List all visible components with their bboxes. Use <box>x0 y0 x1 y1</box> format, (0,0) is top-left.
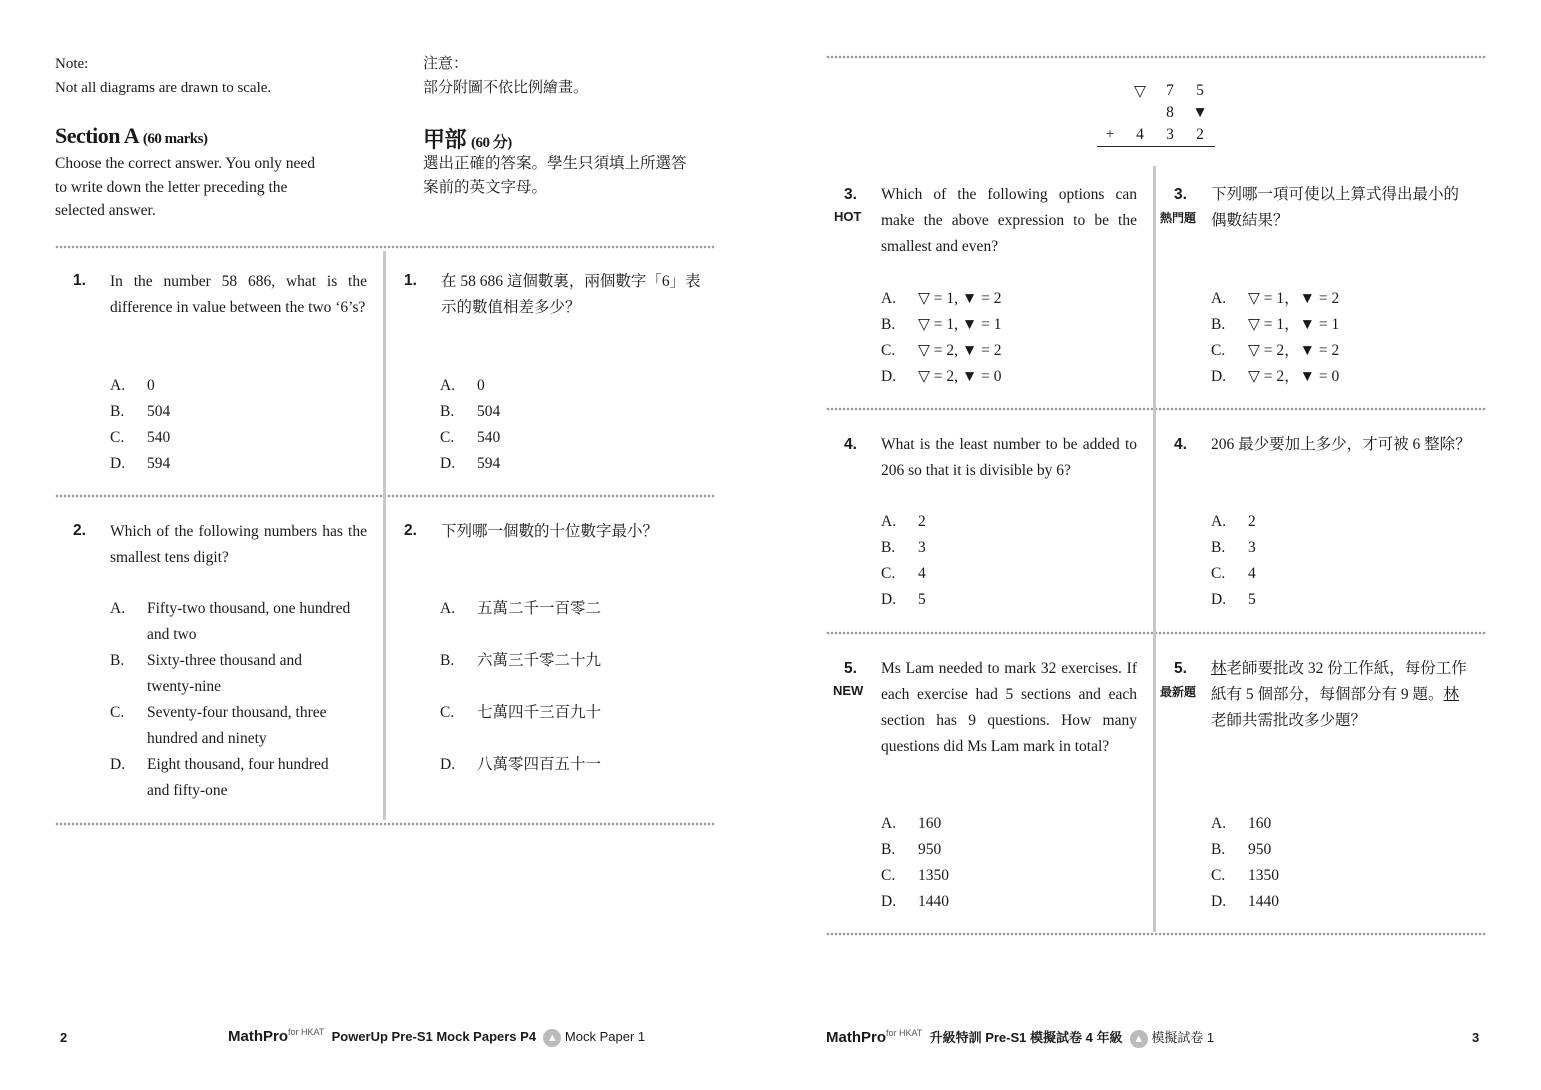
new-tag-zh: 最新題 <box>1160 685 1197 699</box>
option-letter: C. <box>440 429 455 446</box>
option-c[interactable] <box>881 561 926 587</box>
column-separator <box>383 251 386 820</box>
option-b-zh[interactable] <box>1211 312 1339 338</box>
instr-zh-line: 選出正確的答案。學生只須填上所選答 <box>423 155 687 172</box>
option-value: 160 <box>918 815 942 832</box>
option-letter: A. <box>881 815 897 832</box>
sum-digit: 7 <box>1166 82 1174 99</box>
option-letter: C. <box>1211 342 1226 359</box>
option-letter: B. <box>881 539 896 556</box>
question-text-zh-part: 老師共需批改多少題？ <box>1211 712 1367 729</box>
option-letter: B. <box>440 652 455 669</box>
footer-brand <box>826 1027 1214 1048</box>
divider <box>55 245 715 249</box>
option-c[interactable] <box>110 700 327 752</box>
question-number: 1. <box>73 272 86 289</box>
arrow-up-icon: ▲ <box>1130 1030 1148 1048</box>
option-value: 950 <box>918 841 942 858</box>
option-value: 0 <box>477 377 485 394</box>
option-a[interactable] <box>881 811 941 837</box>
question-text-zh-part: 老師要批改 32 份工作紙，每份工作紙有 5 個部分，每個部分有 9 題。 <box>1211 660 1467 703</box>
option-letter: B. <box>110 652 125 669</box>
note-label-zh: 注意： <box>423 56 469 72</box>
option-a-zh[interactable] <box>1211 286 1339 312</box>
footer-title: 升級特訓 Pre-S1 模擬試卷 4 年級 <box>929 1030 1123 1045</box>
option-value: 八萬零四百五十一 <box>477 756 602 773</box>
logo-text: MathPro <box>826 1029 886 1046</box>
option-value: ▽ = 2, ▼ = 2 <box>918 342 1002 359</box>
option-d[interactable] <box>110 752 329 804</box>
option-letter: D. <box>881 591 897 608</box>
page-number: 2 <box>60 1030 68 1045</box>
question-text-zh <box>1211 656 1473 734</box>
option-a[interactable] <box>110 596 350 648</box>
option-b-zh[interactable] <box>440 648 601 674</box>
new-tag: NEW <box>833 683 864 698</box>
option-line: twenty-nine <box>147 678 222 695</box>
option-b[interactable] <box>110 648 302 700</box>
sum-symbol: ▼ <box>1192 104 1208 121</box>
option-value: 594 <box>477 455 501 472</box>
arrow-up-icon: ▲ <box>543 1029 561 1047</box>
question-number-zh: 1. <box>404 272 417 289</box>
mathpro-logo <box>826 1029 922 1046</box>
option-letter: C. <box>440 704 455 721</box>
option-d-zh[interactable] <box>1211 587 1256 613</box>
option-value: 七萬四千三百九十 <box>477 704 602 721</box>
option-value: ▽ = 1, ▼ = 1 <box>918 316 1002 333</box>
hot-tag-zh: 熱門題 <box>1160 211 1197 225</box>
option-letter: A. <box>440 600 456 617</box>
question-text-zh: 下列哪一個數的十位數字最小？ <box>441 523 659 540</box>
option-value: 0 <box>147 377 155 394</box>
footer-title: PowerUp Pre-S1 Mock Papers P4 <box>331 1029 537 1044</box>
option-value: 160 <box>1248 815 1272 832</box>
question-number-zh: 2. <box>404 522 417 539</box>
section-title-zh-text: 甲部 <box>423 127 467 152</box>
option-value: ▽ = 2, ▼ = 0 <box>918 368 1002 385</box>
option-letter: C. <box>881 867 896 884</box>
option-letter: A. <box>440 377 456 394</box>
divider <box>826 631 1486 635</box>
option-value: 1350 <box>918 867 949 884</box>
option-value: 1440 <box>918 893 949 910</box>
option-line: Sixty-three thousand and <box>147 652 302 669</box>
option-letter: B. <box>881 841 896 858</box>
option-value: ▽ = 1, ▼ = 2 <box>918 290 1002 307</box>
option-b-zh[interactable] <box>1211 535 1256 561</box>
option-letter: B. <box>1211 316 1226 333</box>
section-marks-zh: (60 分) <box>471 135 512 151</box>
option-letter: D. <box>440 756 456 773</box>
option-d[interactable] <box>881 587 926 613</box>
option-d-zh[interactable] <box>1211 889 1279 915</box>
section-title <box>55 123 207 149</box>
instr-zh-line: 案前的英文字母。 <box>423 178 548 196</box>
option-value: 1350 <box>1248 867 1279 884</box>
option-c[interactable] <box>110 425 170 451</box>
note-label: Note: <box>55 56 89 72</box>
option-d[interactable] <box>110 451 170 477</box>
option-value: ▽ = 2，▼ = 0 <box>1248 368 1340 385</box>
option-value: 3 <box>918 539 926 556</box>
option-value: 4 <box>918 565 926 582</box>
option-value: 六萬三千零二十九 <box>477 652 602 669</box>
sum-line <box>1097 146 1215 147</box>
option-value: 2 <box>1248 513 1256 530</box>
option-letter: C. <box>110 429 125 446</box>
option-letter: B. <box>881 316 896 333</box>
option-letter: C. <box>1211 867 1226 884</box>
option-value: ▽ = 2，▼ = 2 <box>1248 342 1340 359</box>
question-text-zh: 206 最少要加上多少，才可被 6 整除？ <box>1211 436 1471 453</box>
page-number: 3 <box>1472 1030 1480 1045</box>
option-value: ▽ = 1，▼ = 1 <box>1248 316 1340 333</box>
option-letter: D. <box>881 368 897 385</box>
section-title-text: Section A <box>55 123 138 148</box>
name-underlined: 林 <box>1443 686 1460 703</box>
mathpro-logo <box>228 1028 324 1045</box>
section-marks: (60 marks) <box>142 131 208 147</box>
option-c-zh[interactable] <box>1211 338 1339 364</box>
option-value: 1440 <box>1248 893 1279 910</box>
option-line: Eight thousand, four hundred <box>147 756 329 773</box>
question-text: In the number 58 686, what is the difference in value between the two ‘6’s? <box>110 273 367 316</box>
divider <box>826 407 1486 411</box>
question-number-zh: 5. <box>1174 660 1187 677</box>
note-text: Not all diagrams are drawn to scale. <box>55 80 272 96</box>
question-text: Which of the following options can make the above expression to be the smallest and even? <box>881 186 1137 255</box>
option-c-zh[interactable] <box>440 700 601 726</box>
footer-paper: Mock Paper 1 <box>564 1029 646 1044</box>
hot-tag: HOT <box>834 209 862 224</box>
option-a[interactable] <box>110 373 155 399</box>
option-value: 2 <box>918 513 926 530</box>
option-d[interactable] <box>881 889 949 915</box>
divider <box>826 932 1486 936</box>
divider <box>826 55 1486 59</box>
option-value: 594 <box>147 455 171 472</box>
option-letter: C. <box>110 704 125 721</box>
question-number-zh: 4. <box>1174 436 1187 453</box>
divider <box>55 822 715 826</box>
option-letter: D. <box>440 455 456 472</box>
section-instructions <box>55 152 345 223</box>
option-b-zh[interactable] <box>440 399 500 425</box>
option-b[interactable] <box>881 837 941 863</box>
option-line: and fifty-one <box>147 782 228 799</box>
question-text: Ms Lam needed to mark 32 exercises. If each exercise had 5 sections and each section has 9 questions. How many questions did Ms Lam mark in total? <box>881 660 1137 755</box>
option-letter: D. <box>881 893 897 910</box>
option-c[interactable] <box>881 863 949 889</box>
instr-line: selected answer. <box>55 202 156 219</box>
option-a-zh[interactable] <box>440 373 485 399</box>
option-value: 3 <box>1248 539 1256 556</box>
option-letter: B. <box>110 403 125 420</box>
sum-digit: 2 <box>1196 126 1204 143</box>
option-letter: B. <box>440 403 455 420</box>
option-c-zh[interactable] <box>1211 561 1256 587</box>
option-letter: C. <box>881 565 896 582</box>
option-value: 504 <box>147 403 171 420</box>
option-value: 5 <box>918 591 926 608</box>
name-underlined: 林 <box>1211 660 1227 677</box>
note-text-zh: 部分附圖不依比例繪畫。 <box>423 80 589 96</box>
option-letter: C. <box>1211 565 1226 582</box>
option-value: ▽ = 1，▼ = 2 <box>1248 290 1340 307</box>
question-number: 4. <box>844 436 857 453</box>
sum-digit: 4 <box>1136 126 1144 143</box>
option-b[interactable] <box>881 312 1002 338</box>
option-letter: D. <box>1211 591 1227 608</box>
sum-digit: 8 <box>1166 104 1174 121</box>
option-d-zh[interactable] <box>1211 364 1339 390</box>
section-title-zh <box>423 123 512 154</box>
option-b-zh[interactable] <box>1211 837 1271 863</box>
option-b[interactable] <box>881 535 926 561</box>
option-value: 540 <box>477 429 501 446</box>
option-d[interactable] <box>881 364 1002 390</box>
option-a-zh[interactable] <box>440 596 601 622</box>
option-a[interactable] <box>881 286 1002 312</box>
option-value: 4 <box>1248 565 1256 582</box>
sum-digit: 5 <box>1196 82 1204 99</box>
option-c[interactable] <box>881 338 1002 364</box>
question-text: Which of the following numbers has the smallest tens digit? <box>110 523 367 566</box>
option-letter: A. <box>881 290 897 307</box>
question-text-zh: 下列哪一項可使以上算式得出最小的偶數結果？ <box>1211 186 1460 229</box>
instr-line: Choose the correct answer. You only need <box>55 155 316 172</box>
section-instructions-zh <box>423 152 723 199</box>
logo-sup: for HKAT <box>886 1028 923 1038</box>
option-letter: D. <box>110 756 126 773</box>
option-d-zh[interactable] <box>440 752 601 778</box>
question-number-zh: 3. <box>1174 186 1187 203</box>
question-number: 3. <box>844 186 857 203</box>
column-separator <box>1153 166 1156 932</box>
option-line: Seventy-four thousand, three <box>147 704 327 721</box>
option-letter: A. <box>1211 290 1227 307</box>
option-letter: A. <box>110 600 126 617</box>
option-value: 540 <box>147 429 171 446</box>
option-value: 5 <box>1248 591 1256 608</box>
option-c-zh[interactable] <box>440 425 500 451</box>
instr-line: to write down the letter preceding the <box>55 178 288 196</box>
option-d-zh[interactable] <box>440 451 500 477</box>
option-a-zh[interactable] <box>1211 811 1271 837</box>
option-letter: D. <box>1211 368 1227 385</box>
option-letter: D. <box>1211 893 1227 910</box>
footer-paper: 模擬試卷 1 <box>1151 1030 1215 1045</box>
question-number: 5. <box>844 660 857 677</box>
question-number: 2. <box>73 522 86 539</box>
option-letter: C. <box>881 342 896 359</box>
sum-digit: 3 <box>1166 126 1174 143</box>
option-a-zh[interactable] <box>1211 509 1256 535</box>
option-c-zh[interactable] <box>1211 863 1279 889</box>
sum-symbol: ▽ <box>1134 83 1146 100</box>
plus-sign: + <box>1105 126 1115 143</box>
option-letter: A. <box>110 377 126 394</box>
option-letter: A. <box>1211 815 1227 832</box>
logo-text: MathPro <box>228 1028 288 1045</box>
logo-sup: for HKAT <box>288 1027 325 1037</box>
option-a[interactable] <box>881 509 926 535</box>
option-value: 五萬二千一百零二 <box>477 600 602 617</box>
option-letter: A. <box>1211 513 1227 530</box>
option-letter: B. <box>1211 539 1226 556</box>
question-text: What is the least number to be added to 206 so that it is divisible by 6? <box>881 436 1137 479</box>
option-letter: D. <box>110 455 126 472</box>
question-text-zh: 在 58 686 這個數裏，兩個數字「6」表示的數值相差多少？ <box>441 273 701 316</box>
option-b[interactable] <box>110 399 170 425</box>
option-value: 504 <box>477 403 501 420</box>
option-value: 950 <box>1248 841 1272 858</box>
option-line: Fifty-two thousand, one hundred <box>147 600 351 617</box>
option-line: hundred and ninety <box>147 730 267 747</box>
option-letter: A. <box>881 513 897 530</box>
option-line: and two <box>147 626 197 643</box>
option-letter: B. <box>1211 841 1226 858</box>
footer-brand <box>228 1027 645 1047</box>
